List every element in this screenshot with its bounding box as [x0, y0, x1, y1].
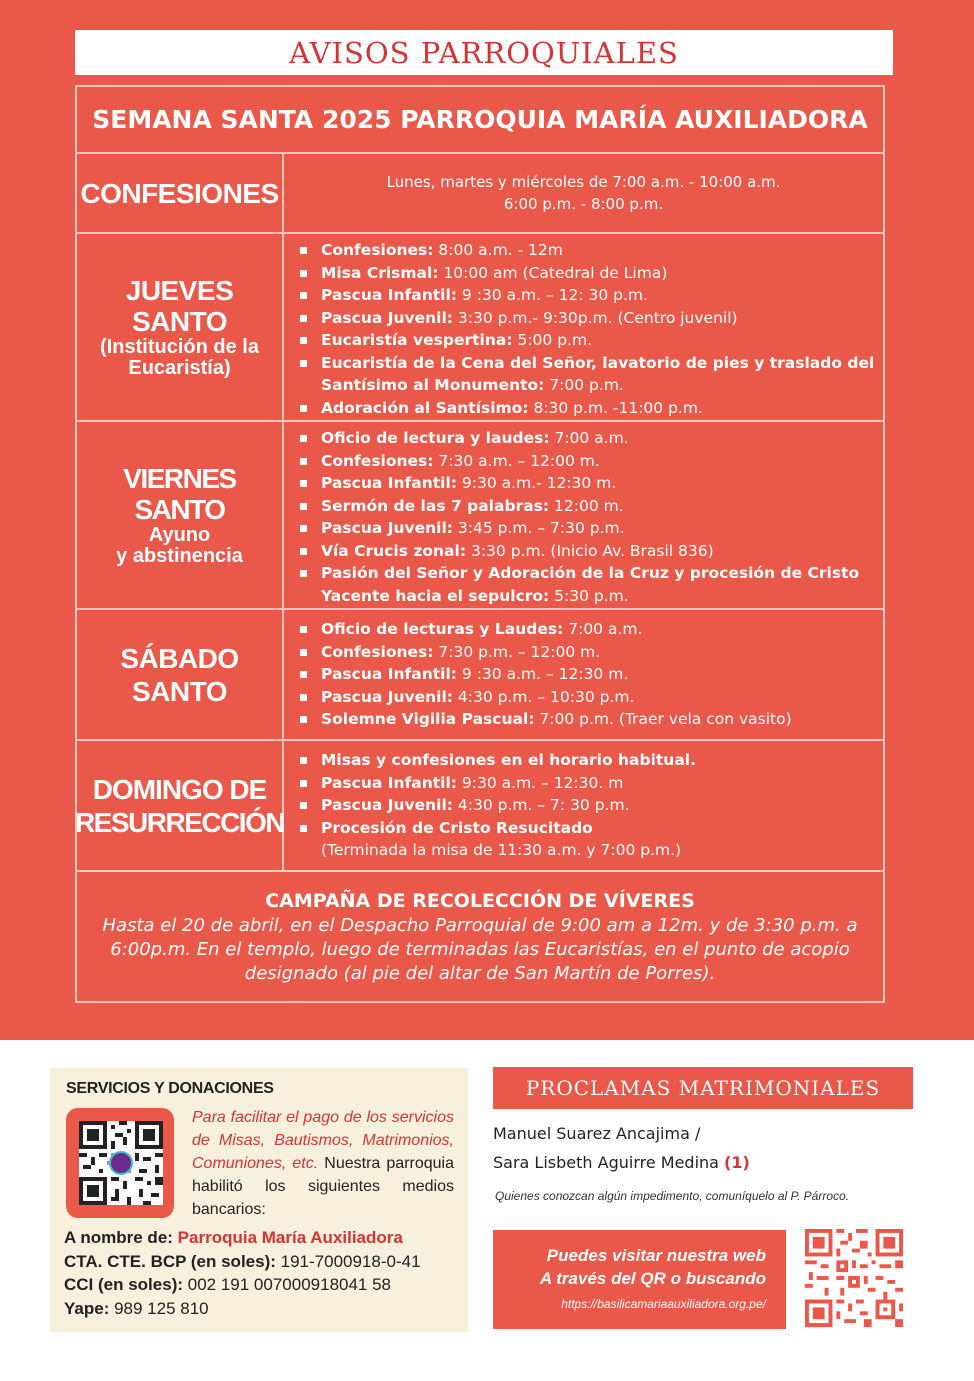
- proclama-name-1: Manuel Suarez Ancajima /: [493, 1124, 701, 1143]
- website-qr-code[interactable]: [805, 1229, 903, 1327]
- proclamas-names: [493, 1119, 750, 1177]
- holy-week-schedule: [75, 85, 885, 1003]
- list-item: Pascua Infantil: 9:30 a.m.- 12:30 m.: [296, 472, 876, 495]
- jueves-label-cell: [77, 234, 284, 420]
- domingo-day-1: DOMINGO DE: [92, 773, 267, 805]
- sabado-label-cell: [77, 610, 284, 739]
- donations-box: [50, 1068, 468, 1332]
- viernes-sub-2: y abstinencia: [116, 545, 243, 567]
- list-item: Oficio de lectura y laudes: 7:00 a.m.: [296, 427, 876, 450]
- sabado-items: [296, 618, 876, 731]
- domingo-day-2: RESURRECCIÓN: [74, 806, 285, 838]
- list-item: Pascua Infantil: 9:30 a.m. – 12:30. m: [296, 772, 876, 795]
- list-item: Eucaristía de la Cena del Señor, lavatorio de pies y traslado del Santísimo al Monumento: 7:00 p.m.: [296, 352, 876, 397]
- jueves-day: JUEVES SANTO: [125, 275, 234, 337]
- campaign-text: Hasta el 20 de abril, en el Despacho Parroquial de 9:00 am a 12m. y de 3:30 p.m. a 6:00p.m. En el templo, luego de terminadas las Eucaristías, en el punto de acopio designado (al pie del altar de San Martín de Porres).: [102, 915, 858, 984]
- donations-intro-text: Nuestra parroquia habilitó los siguientes medios bancarios:: [192, 1155, 454, 1218]
- proclama-name-2: Sara Lisbeth Aguirre Medina (1): [493, 1153, 750, 1172]
- website-box: [493, 1230, 786, 1329]
- bank-details: [64, 1226, 421, 1320]
- yape-logo-icon: [109, 1151, 133, 1175]
- header-bar: [75, 30, 893, 75]
- campaign-title: CAMPAÑA DE RECOLECCIÓN DE VÍVERES: [265, 890, 695, 912]
- yape-number: Yape: 989 125 810: [64, 1298, 209, 1318]
- jueves-sub-2: Eucaristía): [128, 357, 231, 379]
- donations-intro-highlight: Para facilitar el pago de los servicios de Misas, Bautismos, Matrimonios, Comuniones, etc.: [192, 1109, 454, 1172]
- bcp-account: CTA. CTE. BCP (en soles): 191-7000918-0-41: [64, 1251, 421, 1271]
- account-holder: A nombre de: Parroquia María Auxiliadora: [64, 1228, 403, 1247]
- sabado-day-2: SANTO: [132, 675, 227, 707]
- campaign-row: [77, 872, 883, 1001]
- confesiones-times-cell: [284, 154, 883, 232]
- list-item: Procesión de Cristo Resucitado (Terminada la misa de 11:30 a.m. y 7:00 p.m.): [296, 817, 876, 862]
- list-item: Misa Crismal: 10:00 am (Catedral de Lima): [296, 262, 876, 285]
- website-url[interactable]: https://basilicamariaauxiliadora.org.pe/: [561, 1297, 766, 1311]
- list-item: Pascua Juvenil: 4:30 p.m. – 10:30 p.m.: [296, 686, 876, 709]
- proclamas-title: PROCLAMAS MATRIMONIALES: [525, 1076, 881, 1100]
- sabado-day-1: SÁBADO: [120, 642, 239, 674]
- list-item: Pascua Juvenil: 3:45 p.m. – 7:30 p.m.: [296, 517, 876, 540]
- schedule-title: SEMANA SANTA 2025 PARROQUIA MARÍA AUXILIADORA: [92, 105, 868, 134]
- domingo-label-cell: [74, 741, 285, 870]
- proclamas-header: [493, 1067, 913, 1109]
- jueves-sub-1: (Institución de la: [100, 336, 259, 358]
- list-item: Pascua Infantil: 9 :30 a.m. – 12:30 m.: [296, 663, 876, 686]
- list-item: Confesiones: 8:00 a.m. - 12m: [296, 239, 876, 262]
- donations-intro: [192, 1106, 454, 1221]
- yape-qr-frame: [66, 1108, 174, 1218]
- list-item: Eucaristía vespertina: 5:00 p.m.: [296, 329, 876, 352]
- website-line-2: A través del QR o buscando: [539, 1269, 766, 1288]
- page-title: AVISOS PARROQUIALES: [289, 35, 679, 70]
- domingo-row: [74, 741, 883, 872]
- list-item: Confesiones: 7:30 p.m. – 12:00 m.: [296, 641, 876, 664]
- schedule-title-row: [77, 87, 883, 154]
- viernes-day: VIERNES SANTO: [123, 463, 236, 525]
- proclamas-notice: Quienes conozcan algún impedimento, comuníquelo al P. Párroco.: [495, 1189, 849, 1203]
- confesiones-line-2: 6:00 p.m. - 8:00 p.m.: [503, 195, 664, 213]
- list-item: Adoración al Santísimo: 8:30 p.m. -11:00 p.m.: [296, 397, 876, 420]
- confesiones-line-1: Lunes, martes y miércoles de 7:00 a.m. - 10:00 a.m.: [386, 173, 781, 191]
- viernes-sub-1: Ayuno: [148, 524, 211, 546]
- sabado-santo-row: [77, 610, 883, 741]
- list-item: Solemne Vigilia Pascual: 7:00 p.m. (Traer vela con vasito): [296, 708, 876, 731]
- proclama-number: (1): [724, 1153, 750, 1172]
- confesiones-label-cell: [77, 154, 284, 232]
- cci-account: CCI (en soles): 002 191 007000918041 58: [64, 1275, 392, 1294]
- confesiones-row: [77, 154, 883, 234]
- domingo-items: [296, 749, 876, 862]
- list-item: Sermón de las 7 palabras: 12:00 m.: [296, 495, 876, 518]
- yape-qr-code[interactable]: [79, 1121, 163, 1205]
- list-item: Pascua Infantil: 9 :30 a.m. – 12: 30 p.m.: [296, 284, 876, 307]
- list-item: Misas y confesiones en el horario habitual.: [296, 749, 876, 772]
- qr-code-icon: [805, 1229, 903, 1327]
- list-item: Pascua Juvenil: 4:30 p.m. – 7: 30 p.m.: [296, 794, 876, 817]
- viernes-items: [296, 427, 876, 607]
- list-item: Confesiones: 7:30 a.m. – 12:00 m.: [296, 450, 876, 473]
- list-item: Vía Crucis zonal: 3:30 p.m. (Inicio Av. Brasil 836): [296, 540, 876, 563]
- viernes-label-cell: [77, 422, 284, 608]
- list-item: Oficio de lecturas y Laudes: 7:00 a.m.: [296, 618, 876, 641]
- list-item: Pasión del Señor y Adoración de la Cruz y procesión de Cristo Yacente hacia el sepulcro: 5:30 p.m.: [296, 562, 876, 607]
- website-line-1: Puedes visitar nuestra web: [546, 1246, 766, 1265]
- jueves-santo-row: [77, 234, 883, 422]
- list-item: Pascua Juvenil: 3:30 p.m.- 9:30p.m. (Centro juvenil): [296, 307, 876, 330]
- viernes-santo-row: [77, 422, 883, 610]
- donations-title: SERVICIOS Y DONACIONES: [66, 1080, 274, 1097]
- confesiones-day: CONFESIONES: [80, 177, 279, 209]
- jueves-items: [296, 239, 876, 419]
